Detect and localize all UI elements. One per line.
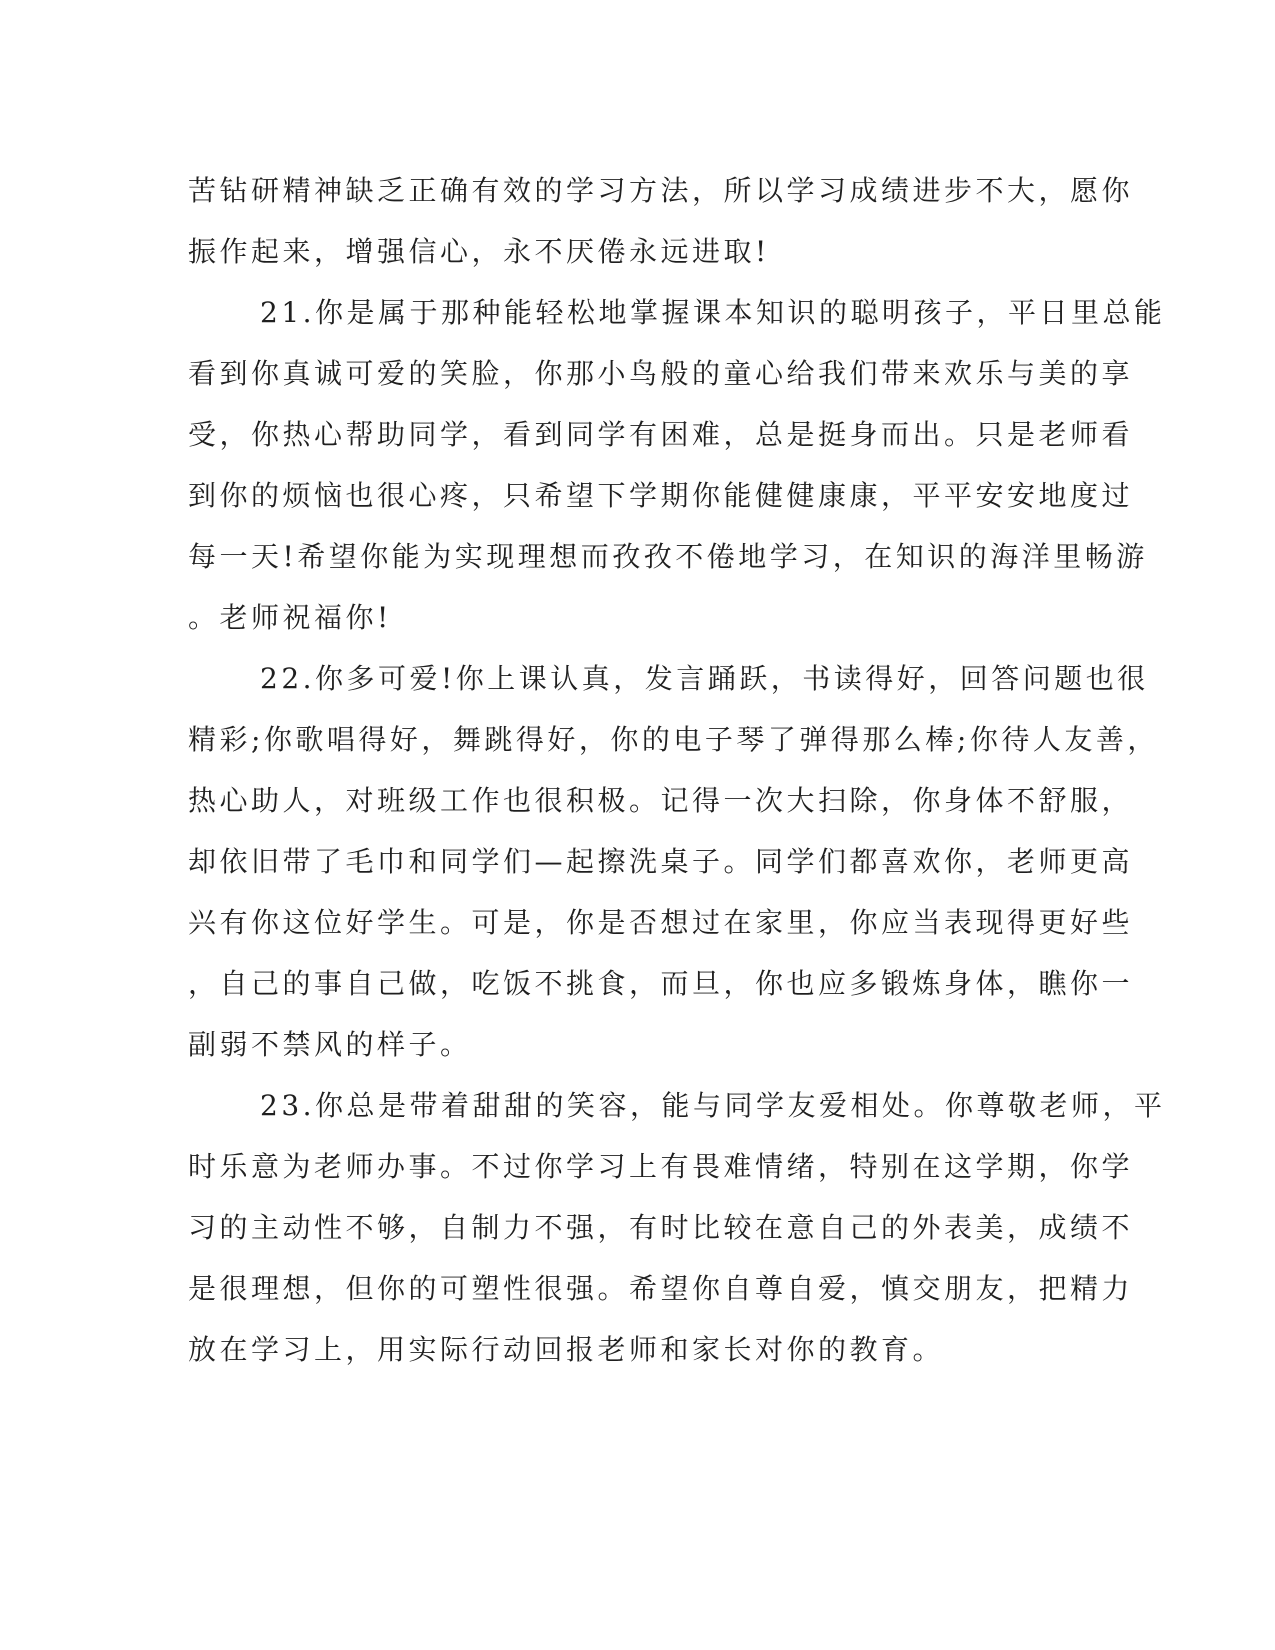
text-line: 精彩;你歌唱得好，舞跳得好，你的电子琴了弹得那么棒;你待人友善，: [188, 723, 1159, 756]
text-line: 热心助人，对班级工作也很积极。记得一次大扫除，你身体不舒服，: [188, 784, 1134, 817]
text-line: 习的主动性不够，自制力不强，有时比较在意自己的外表美，成绩不: [188, 1211, 1134, 1244]
text-line: 时乐意为老师办事。不过你学习上有畏难情绪，特别在这学期，你学: [188, 1150, 1134, 1183]
text-line: ，自己的事自己做，吃饭不挑食，而旦，你也应多锻炼身体，瞧你一: [188, 967, 1134, 1000]
text-line: 每一天!希望你能为实现理想而孜孜不倦地学习，在知识的海洋里畅游: [188, 540, 1148, 573]
paragraph-start-22: 22.你多可爱!你上课认真，发言踊跃，书读得好，回答问题也很: [260, 662, 1149, 695]
paragraph-start-21: 21.你是属于那种能轻松地掌握课本知识的聪明孩子，平日里总能: [260, 296, 1166, 329]
text-line: 兴有你这位好学生。可是，你是否想过在家里，你应当表现得更好些: [188, 906, 1134, 939]
document-body: [188, 160, 1166, 1380]
text-line: 副弱不禁风的样子。: [188, 1028, 472, 1061]
text-line: 放在学习上，用实际行动回报老师和家长对你的教育。: [188, 1333, 945, 1366]
text-line: 到你的烦恼也很心疼，只希望下学期你能健健康康，平平安安地度过: [188, 479, 1134, 512]
text-line: 受，你热心帮助同学，看到同学有困难，总是挺身而出。只是老师看: [188, 418, 1134, 451]
text-line: 是很理想，但你的可塑性很强。希望你自尊自爱，慎交朋友，把精力: [188, 1272, 1134, 1305]
text-line: 苦钻研精神缺乏正确有效的学习方法，所以学习成绩进步不大，愿你: [188, 174, 1134, 207]
text-line: 。老师祝福你!: [188, 601, 392, 634]
text-line: 却依旧带了毛巾和同学们—起擦洗桌子。同学们都喜欢你，老师更高: [188, 845, 1134, 878]
paragraph-start-23: 23.你总是带着甜甜的笑容，能与同学友爱相处。你尊敬老师，平: [260, 1089, 1166, 1122]
text-line: 振作起来，增强信心，永不厌倦永远进取!: [188, 235, 770, 268]
text-line: 看到你真诚可爱的笑脸，你那小鸟般的童心给我们带来欢乐与美的享: [188, 357, 1134, 390]
